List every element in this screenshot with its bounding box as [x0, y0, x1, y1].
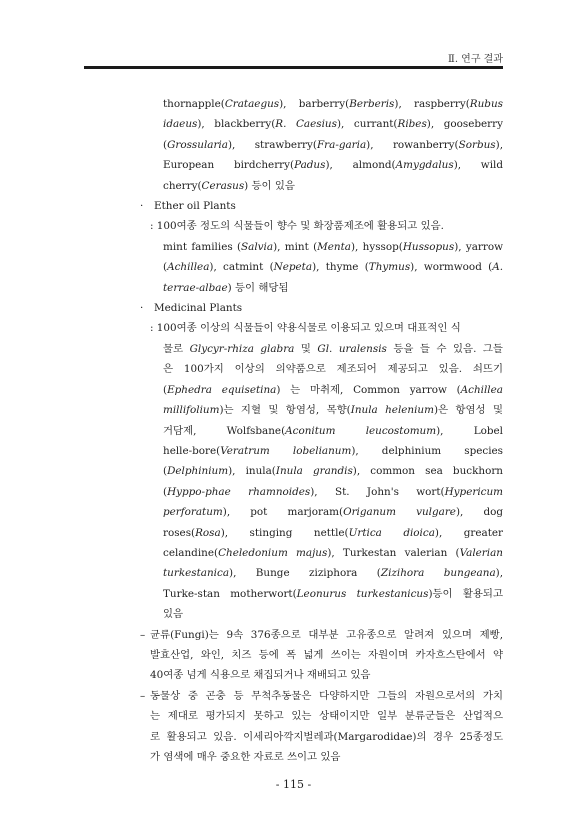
section-header: Ⅱ. 연구 결과: [448, 54, 503, 65]
text-line: celandine(Cheledonium majus), Turkestan valerian (Valerian: [163, 546, 503, 559]
text-line: (Ephedra equisetina) 는 마취제, Common yarrow (Achillea: [163, 383, 503, 396]
bullet-medicinal: [90, 298, 503, 318]
text-line: thornapple(Crataegus), barberry(Berberis), raspberry(Rubus: [163, 98, 503, 110]
bullet-ether-oil: [90, 196, 503, 216]
dash-item-fungi: [90, 625, 503, 645]
text-line: terrae-albae) 등이 해당됨: [163, 281, 289, 294]
page-number: - 115 -: [275, 778, 312, 791]
dash-marker: –: [140, 628, 146, 641]
text-line: : 100여종 정도의 식물들이 향수 및 화장품제조에 활용되고 있음.: [150, 220, 444, 233]
text-line: 물로 Glycyr-rhiza glabra 및 Gl. uralensis 등을 들 수 있음. 그들: [163, 342, 503, 355]
dash-text: 균류(Fungi)는 9속 376종으로 대부분 고유종으로 알려져 있으며 제빵,: [150, 628, 503, 641]
dash-marker: –: [140, 689, 146, 702]
text-line: mint families (Salvia), mint (Menta), hyssop(Hussopus), yarrow: [163, 240, 503, 253]
text-line: idaeus), blackberry(R. Caesius), currant(Ribes), gooseberry: [163, 118, 503, 131]
text-line: roses(Rosa), stinging nettle(Urtica dioica), greater: [163, 526, 503, 539]
text-line: (Delphinium), inula(Inula grandis), common sea buckhorn: [163, 465, 503, 478]
text-line: millifolium)는 지혈 및 항염성, 목향(Inula helenium)은 항염성 및: [163, 404, 503, 417]
text-line: 발효산업, 와인, 치즈 등에 폭 넓게 쓰이는 자원이며 카자흐스탄에서 약: [150, 648, 503, 661]
text-line: : 100여종 이상의 식물들이 약용식물로 이용되고 있으며 대표적인 식: [150, 322, 461, 335]
text-line: 있음: [163, 608, 184, 621]
bullet-marker: ·: [140, 200, 144, 213]
page-body: [90, 94, 503, 767]
bullet-label: Ether oil Plants: [154, 200, 236, 213]
dash-item-fauna: [90, 686, 503, 706]
text-line: cherry(Cerasus) 등이 있음: [163, 179, 295, 192]
dash-text: 동물상 중 곤충 등 무척추동물은 다양하지만 그들의 자원으로서의 가치: [150, 689, 503, 702]
bullet-marker: ·: [140, 302, 144, 315]
text-line: 40여종 넘게 식용으로 채집되거나 재배되고 있음: [150, 669, 371, 682]
text-line: 거담제, Wolfsbane(Aconitum leucostomum), Lobel: [163, 424, 503, 437]
text-line: turkestanica), Bunge ziziphora (Zizihora bungeana),: [163, 567, 504, 580]
text-line: 은 100가지 이상의 의약품으로 제조되어 제공되고 있음. 쇠뜨기: [163, 363, 503, 376]
bullet-label: Medicinal Plants: [154, 302, 243, 315]
text-line: Turke-stan motherwort(Leonurus turkestanicus)등이 활용되고: [163, 587, 503, 600]
text-line: 가 염색에 매우 중요한 자료로 쓰이고 있음: [150, 751, 341, 763]
text-line: 로 활용되고 있음. 이세리아깍지벌레과(Margarodidae)의 경우 25종정도: [150, 730, 503, 743]
text-line: 는 제대로 평가되지 못하고 있는 상태이지만 일부 분류군들은 산업적으: [150, 710, 503, 723]
text-line: helle-bore(Veratrum lobelianum), delphinium species: [163, 444, 503, 457]
header-rule: [84, 66, 503, 69]
text-line: (Achillea), catmint (Nepeta), thyme (Thymus), wormwood (A.: [163, 261, 504, 274]
text-line: European birdcherry(Padus), almond(Amygdalus), wild: [163, 159, 503, 172]
text-line: (Hyppo-phae rhamnoides), St. John's wort(Hypericum: [163, 485, 504, 498]
text-line: (Grossularia), strawberry(Fra-garia), rowanberry(Sorbus),: [163, 138, 503, 151]
text-line: perforatum), pot marjoram(Origanum vulgare), dog: [163, 506, 504, 519]
